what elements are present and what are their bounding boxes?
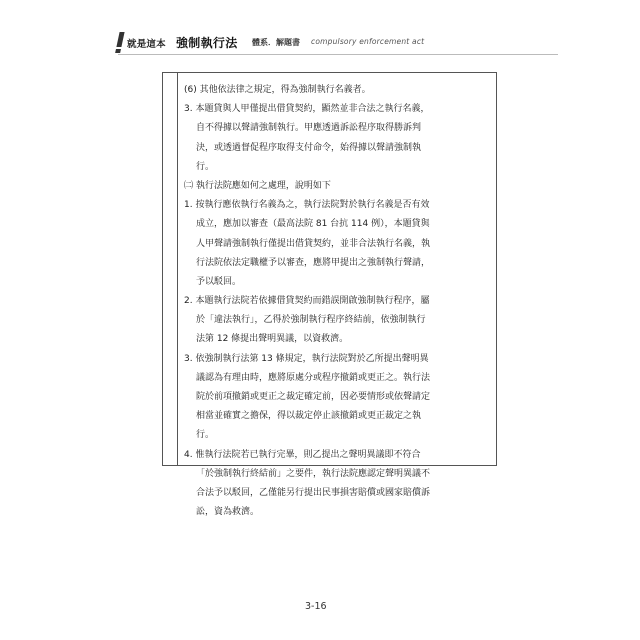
text-line: 行。: [196, 161, 215, 172]
exclamation-icon: [116, 32, 124, 47]
text-line: 成立，應加以審查（最高法院 81 台抗 114 例），本題貸與: [196, 219, 430, 230]
answer-text: [184, 81, 490, 522]
text-line: 行法院依法定職權予以審查，應將甲提出之強制執行聲請，: [196, 257, 431, 268]
text-line: 院於前項撤銷或更正之裁定確定前，因必要情形或依聲請定: [196, 392, 431, 402]
text-line: 1. 按執行應依執行名義為之，執行法院對於執行名義是否有效: [184, 200, 430, 211]
header-rule: [118, 54, 558, 55]
running-header: [118, 32, 558, 52]
answer-box: [162, 72, 497, 518]
text-line: 3. 依強制執行法第 13 條規定，執行法院對於乙所提出聲明異: [184, 353, 429, 364]
text-line: 議認為有理由時，應將原處分或程序撤銷或更正之。執行法: [196, 372, 431, 383]
text-line: (6) 其他依法律之規定，得為強制執行名義者。: [184, 85, 371, 95]
text-line: ㈡ 執行法院應如何之處理，說明如下: [184, 180, 331, 191]
text-line: 4. 惟執行法院若已執行完畢，則乙提出之聲明異議即不符合: [184, 449, 421, 460]
book-subtitle: 體系．解題書: [252, 38, 300, 47]
text-line: 3. 本題貸與人甲僅提出借貸契約，顯然並非合法之執行名義，: [184, 104, 430, 115]
text-line: 於「違法執行」，乙得於強制執行程序終結前，依強制執行: [196, 315, 426, 326]
text-line: 予以駁回。: [196, 276, 242, 287]
text-line: 行。: [196, 430, 215, 441]
margin-rule: [177, 73, 178, 465]
text-line: 人甲聲請強制執行僅提出借貸契約，並非合法執行名義，執: [196, 238, 431, 249]
text-line: 法第 12 條提出聲明異議，以資救濟。: [196, 334, 349, 345]
text-line: 「於強制執行終結前」之要件，執行法院應認定聲明異議不: [196, 468, 431, 479]
text-line: 合法予以駁回，乙僅能另行提出民事損害賠償或國家賠償訴: [196, 487, 431, 498]
book-title: 強制執行法: [176, 36, 238, 50]
text-line: 自不得據以聲請強制執行。甲應透過訴訟程序取得勝訴判: [196, 123, 422, 134]
text-line: 相當並確實之擔保，得以裁定停止該撤銷或更正裁定之執: [196, 411, 422, 422]
page-number: 3-16: [305, 601, 327, 612]
text-line: 2. 本題執行法院若依據借貸契約而錯誤開啟強制執行程序，屬: [184, 296, 430, 307]
series-name: 就是這本: [127, 39, 166, 50]
english-title: compulsory enforcement act: [311, 37, 425, 46]
text-line: 決，或透過督促程序取得支付命令，始得據以聲請強制執: [196, 142, 422, 153]
text-line: 訟，資為救濟。: [196, 507, 260, 518]
